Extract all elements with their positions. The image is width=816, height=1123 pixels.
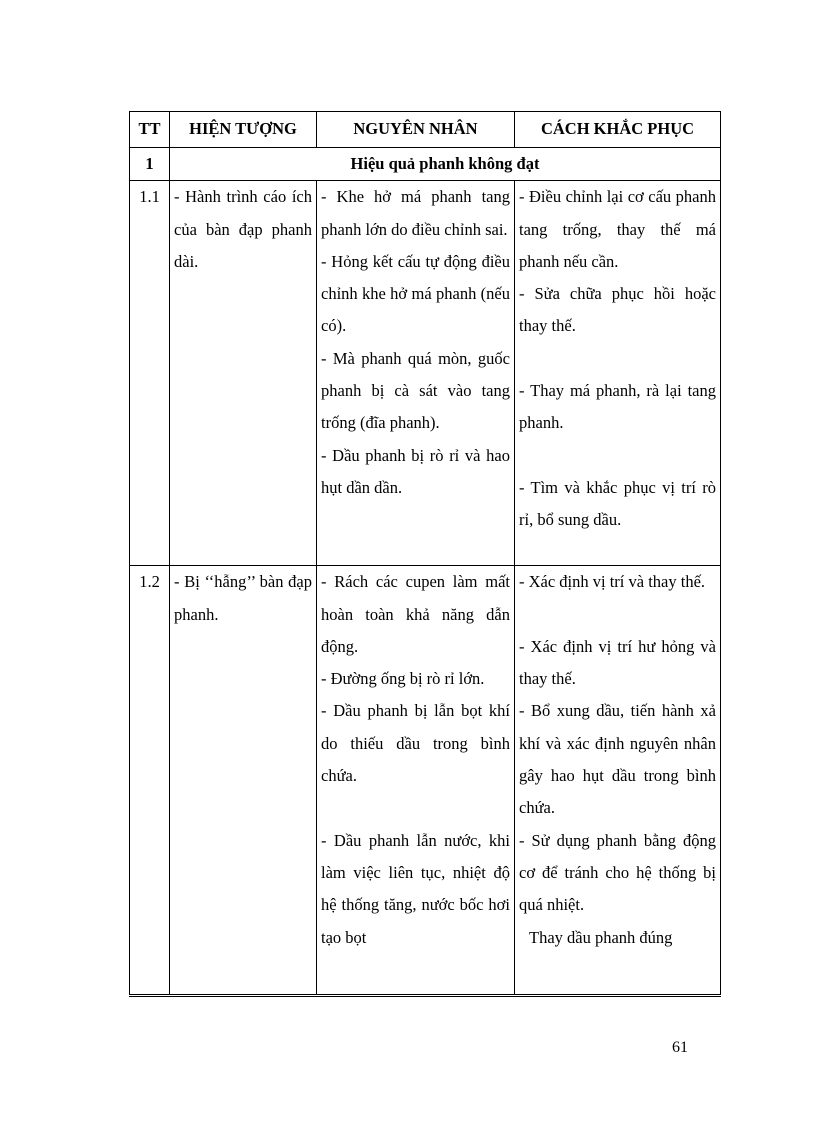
header-tt: TT — [130, 112, 170, 148]
cause-item: - Rách các cupen làm mất hoàn toàn khả năng dẫn động. — [321, 572, 510, 656]
fix-item: Thay dầu phanh đúng — [529, 927, 673, 947]
cause-item: - Đường ống bị rò rỉ lớn. — [321, 669, 485, 689]
fix-item: - Sửa chữa phục hồi hoặc thay thế. — [519, 284, 716, 336]
fix-item: - Sử dụng phanh bằng động cơ để tránh cho hệ thống bị quá nhiệt. — [519, 830, 716, 915]
cause-item: - Dầu phanh lẫn nước, khi làm việc liên tục, nhiệt độ hệ thống tăng, nước bốc hơi tạo bọt — [321, 830, 510, 947]
fix-item: - Xác định vị trí hư hỏng và thay thế. — [519, 636, 716, 689]
troubleshooting-table — [129, 111, 721, 997]
row-nguyen-nhan — [317, 566, 515, 996]
fix-item: - Xác định vị trí và thay thế. — [519, 572, 706, 592]
fix-item: - Bổ xung dầu, tiến hành xả khí và xác định nguyên nhân gây hao hụt dầu trong bình chứa. — [519, 701, 716, 818]
fix-item: - Điều chỉnh lại cơ cấu phanh tang trống, thay thế má phanh nếu cần. — [519, 187, 716, 271]
fix-item: - Tìm và khắc phục vị trí rò rỉ, bổ sung dầu. — [519, 477, 716, 530]
table-row — [130, 566, 721, 996]
header-cach-khac-phuc: CÁCH KHẮC PHỤC — [515, 112, 721, 148]
table-row — [130, 181, 721, 566]
row-hien-tuong: - Bị ‘‘hẫng’’ bàn đạp phanh. — [170, 566, 317, 996]
cause-item: - Dầu phanh bị lẫn bọt khí do thiếu dầu trong bình chứa. — [321, 701, 510, 786]
row-cach-khac-phuc — [515, 181, 721, 566]
row-nguyen-nhan — [317, 181, 515, 566]
row-tt: 1.1 — [130, 181, 170, 566]
group-row — [130, 148, 721, 181]
cause-item: - Mà phanh quá mòn, guốc phanh bị cà sát vào tang trống (đĩa phanh). — [321, 348, 510, 433]
cause-item: - Khe hở má phanh tang phanh lớn do điều chỉnh sai. — [321, 187, 510, 239]
page-number: 61 — [672, 1039, 688, 1056]
cause-item: - Dầu phanh bị rò rỉ và hao hụt dần dần. — [321, 445, 510, 497]
group-tt: 1 — [130, 148, 170, 181]
table-header-row — [130, 112, 721, 148]
header-nguyen-nhan: NGUYÊN NHÂN — [317, 112, 515, 148]
row-cach-khac-phuc — [515, 566, 721, 996]
row-hien-tuong: - Hành trình cáo ích của bàn đạp phanh dài. — [170, 181, 317, 566]
fix-item: - Thay má phanh, rà lại tang phanh. — [519, 381, 716, 433]
group-title: Hiệu quả phanh không đạt — [170, 148, 721, 181]
cause-item: - Hỏng kết cấu tự động điều chỉnh khe hở má phanh (nếu có). — [321, 251, 510, 336]
row-tt: 1.2 — [130, 566, 170, 996]
header-hien-tuong: HIỆN TƯỢNG — [170, 112, 317, 148]
